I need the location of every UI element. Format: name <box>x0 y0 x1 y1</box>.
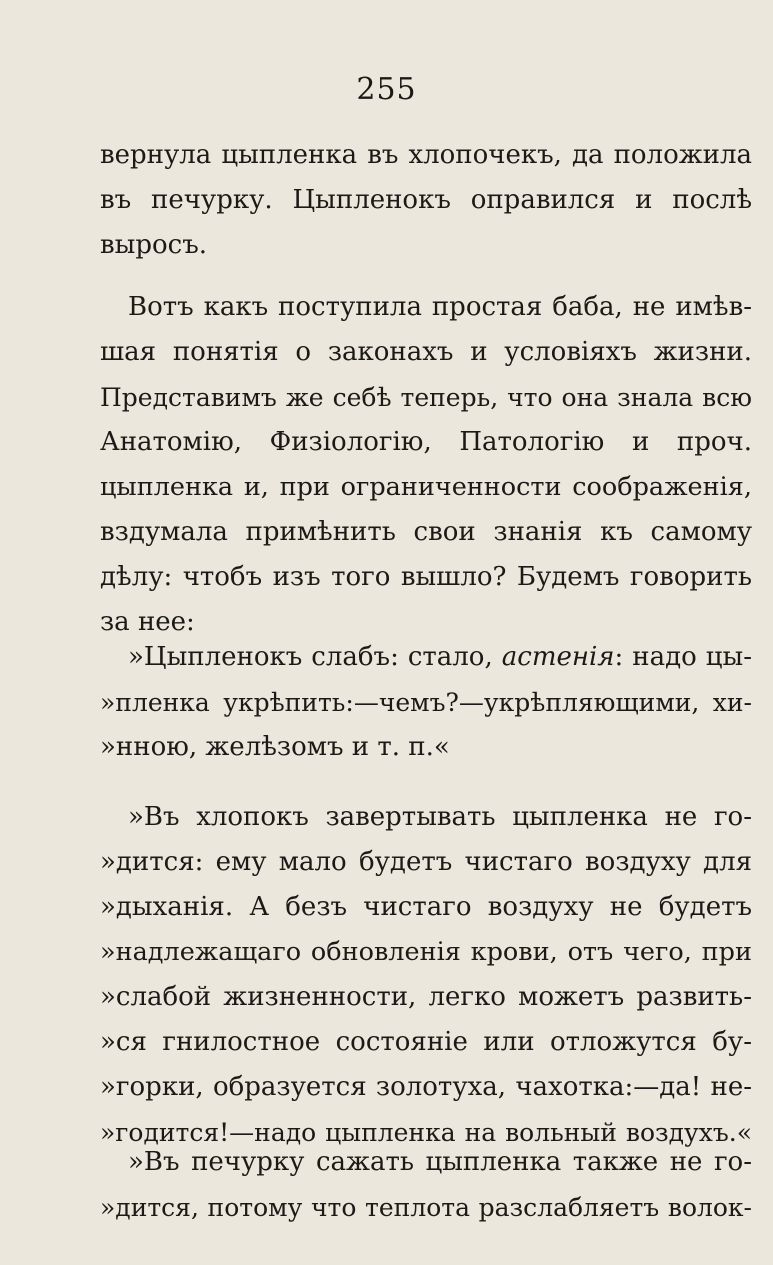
text-line: Анатомію, Физіологію, Патологію и проч. <box>100 427 752 457</box>
paragraph-5 <box>100 1140 752 1230</box>
text-line: »пленка укрѣпить:—чемъ?—укрѣпляющими, хи- <box>100 688 752 717</box>
text-line: »ся гнилостное состояніе или отложутся бу- <box>100 1027 752 1057</box>
text-line: вернула цыпленка въ хлопочекъ, да положила <box>100 140 752 170</box>
page-number: 255 <box>356 72 417 107</box>
text-line: »дится: ему мало будетъ чистаго воздуху для <box>100 847 752 877</box>
text-line: въ печурку. Цыпленокъ оправился и послѣ <box>100 185 752 215</box>
text-line: Представимъ же себѣ теперь, что она знала всю <box>100 383 752 412</box>
paragraph-2 <box>100 285 752 645</box>
italic-term: астенія <box>501 642 615 672</box>
text-line <box>100 635 752 680</box>
text-line: »слабой жизненности, легко можетъ развить- <box>100 982 752 1012</box>
paragraph-4 <box>100 795 752 1155</box>
text-segment: : надо цы- <box>614 642 752 672</box>
text-line: за нее: <box>100 607 195 637</box>
text-line: вздумала примѣнить свои знанія къ самому <box>100 517 752 547</box>
text-segment: »Цыпленокъ слабъ: стало, <box>128 642 502 672</box>
text-line: »нною, желѣзомъ и т. п.« <box>100 732 450 762</box>
text-line: цыпленка и, при ограниченности соображенія, <box>100 472 752 502</box>
text-line: »горки, образуется золотуха, чахотка:—да! не- <box>100 1072 752 1102</box>
text-line: Вотъ какъ поступила простая баба, не имѣв- <box>128 292 752 322</box>
text-line: »Въ печурку сажать цыпленка также не го- <box>128 1147 752 1177</box>
text-line: выросъ. <box>100 230 207 260</box>
text-line: »Въ хлопокъ завертывать цыпленка не го- <box>128 802 752 832</box>
text-line: »дыханія. А безъ чистаго воздуху не будетъ <box>100 892 752 922</box>
text-line: »годится!—надо цыпленка на вольный воздухъ.« <box>100 1118 752 1147</box>
paragraph-1 <box>100 133 752 268</box>
text-line: »надлежащаго обновленія крови, отъ чего, при <box>100 937 752 967</box>
text-line: шая понятія о законахъ и условіяхъ жизни. <box>100 337 752 367</box>
text-line: дѣлу: чтобъ изъ того вышло? Будемъ говорить <box>100 562 752 592</box>
text-line: »дится, потому что теплота разслабляетъ волок- <box>100 1193 752 1222</box>
paragraph-3 <box>100 635 752 770</box>
